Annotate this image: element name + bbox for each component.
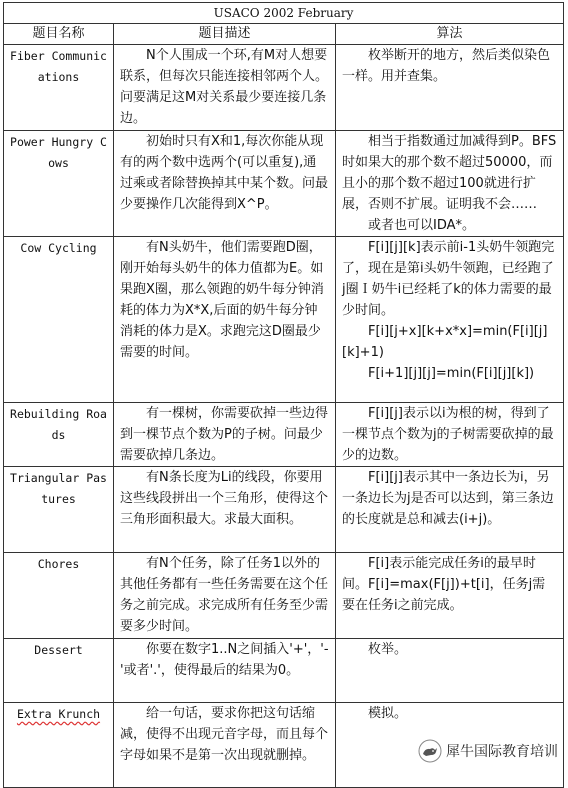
table-title: USACO 2002 February	[4, 3, 564, 24]
problem-name: Dessert	[4, 639, 114, 703]
desc-text: 有N头奶牛，他们需要跑D圈，刚开始每头奶牛的体力值都为E。如果跑X圈，那么领跑的奶牛每分钟消耗的体力为X*X,后面的奶牛每分钟消耗的体力是X。求跑完这D圈最少需要的时间。	[120, 240, 324, 360]
problem-alg	[336, 553, 564, 639]
problem-name: Fiber Communications	[4, 45, 114, 131]
problem-desc	[114, 45, 336, 131]
alg-text: 或者也可以IDA*。	[368, 218, 476, 233]
desc-text: 有一棵树，你需要砍掉一些边得到一棵节点个数为P的子树。问最少需要砍掉几条边。	[120, 406, 329, 463]
table-row	[4, 639, 564, 703]
problem-desc	[114, 403, 336, 467]
table-row	[4, 131, 564, 237]
alg-text: 相当于指数通过加减得到P。BFS时如果大的那个数不超过50000，而且小的那个数不超过100就进行扩展，否则不扩展。证明我不会……	[342, 134, 557, 212]
problem-desc	[114, 237, 336, 403]
table-row	[4, 467, 564, 553]
problem-desc	[114, 553, 336, 639]
rhino-logo-icon	[418, 739, 442, 763]
table-row	[4, 45, 564, 131]
alg-text: 模拟。	[368, 706, 408, 721]
problem-desc	[114, 703, 336, 788]
table-row	[4, 553, 564, 639]
problem-desc	[114, 639, 336, 703]
header-row	[4, 24, 564, 45]
problem-name	[4, 703, 114, 788]
header-desc: 题目描述	[114, 24, 336, 45]
watermark-text: 犀牛国际教育培训	[446, 744, 558, 760]
alg-text: F[i][j][k]表示前i-1头奶牛领跑完了，现在是第i头奶牛领跑，已经跑了j圈Ｉ奶牛i已经耗了k的体力需要的最少时间。	[342, 240, 555, 318]
problem-name: Cow Cycling	[4, 237, 114, 403]
alg-text: 枚举断开的地方，然后类似染色一样。用并查集。	[342, 48, 551, 84]
alg-text: 枚举。	[368, 642, 408, 657]
problem-alg	[336, 467, 564, 553]
problem-name: Rebuilding Roads	[4, 403, 114, 467]
desc-text: N个人围成一个环,有M对人想要联系，但每次只能连接相邻两个人。问要满足这M对关系最少要连接几条边。	[120, 48, 329, 126]
table-row	[4, 403, 564, 467]
problem-name: Chores	[4, 553, 114, 639]
header-name: 题目名称	[4, 24, 114, 45]
table-row	[4, 237, 564, 403]
usaco-table	[3, 2, 564, 788]
desc-text: 你要在数字1..N之间插入'+'，'-'或者'.'，使得最后的结果为0。	[120, 642, 329, 678]
desc-text: 给一句话，要求你把这句话缩减，使得不出现元音字母，而且每个字母如果不是第一次出现就删掉。	[120, 706, 329, 763]
problem-alg	[336, 639, 564, 703]
alg-text: F[i]表示能完成任务i的最早时间。F[i]=max(F[j])+t[i]，任务j需要在任务i之前完成。	[342, 556, 546, 613]
watermark	[414, 737, 562, 765]
alg-text: F[i+1][j][j]=min(F[i][j][k])	[368, 366, 535, 381]
alg-text: F[i][j]表示以i为根的树，得到了一棵节点个数为j的子树需要砍掉的最少的边数。	[342, 406, 554, 463]
problem-name-text: Extra Krunch	[16, 707, 101, 721]
problem-desc	[114, 467, 336, 553]
desc-text: 初始时只有X和1,每次你能从现有的两个数中选两个(可以重复),通过乘或者除替换掉其中某个数。问最少要操作几次能得到X^P。	[120, 134, 329, 212]
problem-alg	[336, 131, 564, 237]
problem-desc	[114, 131, 336, 237]
problem-alg	[336, 45, 564, 131]
desc-text: 有N条长度为Li的线段，你要用这些线段拼出一个三角形，使得这个三角形面积最大。求最大面积。	[120, 470, 329, 527]
problem-alg	[336, 403, 564, 467]
title-row	[4, 3, 564, 24]
header-alg: 算法	[336, 24, 564, 45]
alg-text: F[i][j+x][k+x*x]=min(F[i][j][k]+1)	[342, 324, 548, 360]
desc-text: 有N个任务，除了任务1以外的其他任务都有一些任务需要在这个任务之前完成。求完成所有任务至少需要多少时间。	[120, 556, 329, 634]
problem-name: Power Hungry Cows	[4, 131, 114, 237]
problem-name: Triangular Pastures	[4, 467, 114, 553]
problem-alg	[336, 237, 564, 403]
alg-text: F[i][j]表示其中一条边长为i，另一条边长为j是否可以达到，第三条边的长度就是总和减去(i+j)。	[342, 470, 554, 527]
